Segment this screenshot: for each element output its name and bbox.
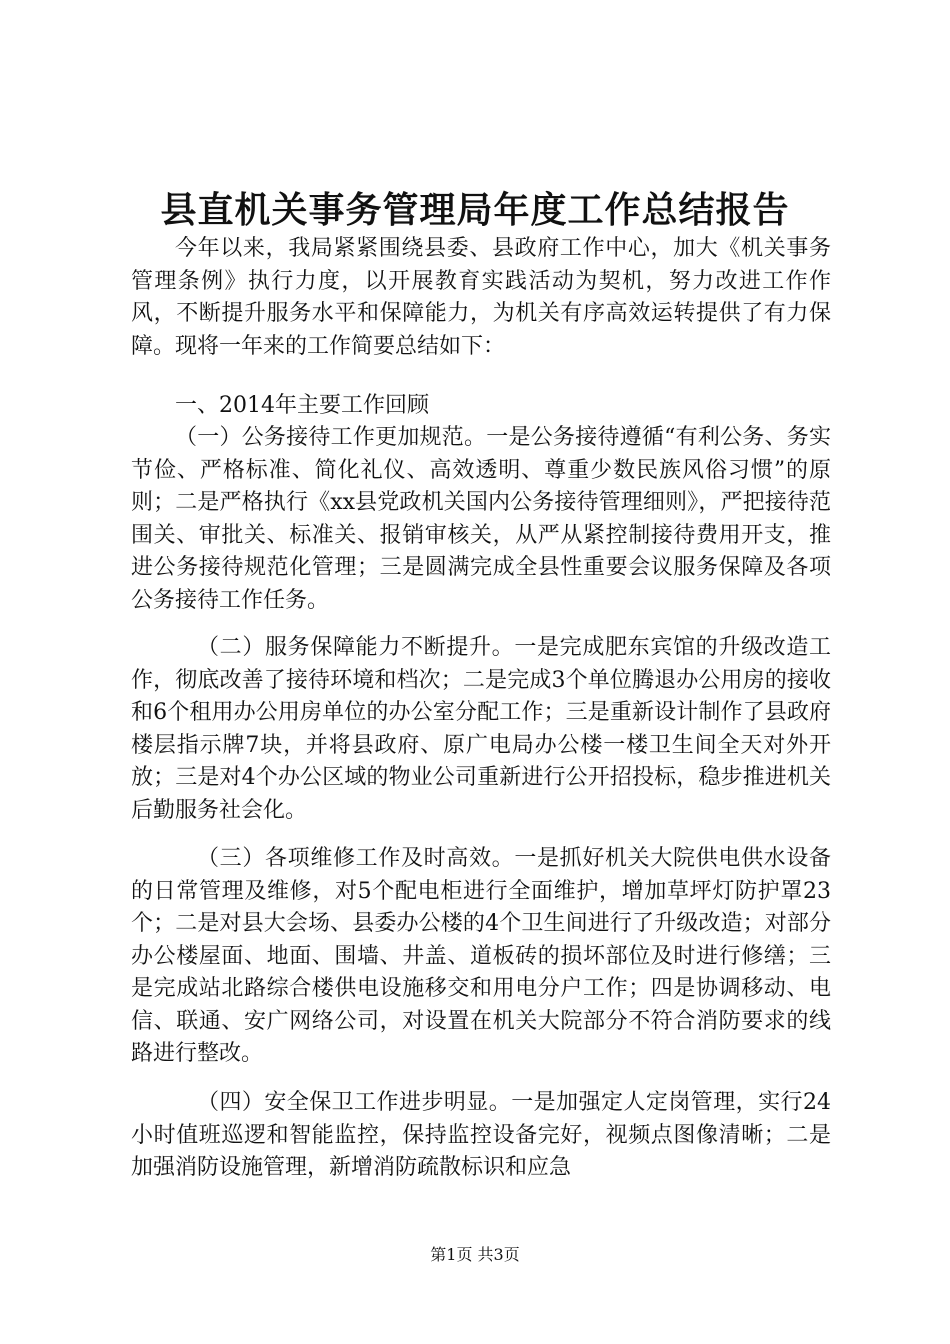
paragraph-maintenance: （三）各项维修工作及时高效。一是抓好机关大院供电供水设备的日常管理及维修，对5个配电柜进行全面维护，增加草坪灯防护罩23个；二是对县大会场、县委办公楼的4个卫生间进行了升级改造；对部分办公楼屋面、地面、围墙、井盖、道板砖的损坏部位及时进行修缮；三是完成站北路综合楼供电设施移交和用电分户工作；四是协调移动、电信、联通、安广网络公司，对设置在机关大院部分不符合消防要求的线路进行整改。: [131, 846, 831, 1066]
paragraph-security: （四）安全保卫工作进步明显。一是加强定人定岗管理，实行24小时值班巡逻和智能监控，保持监控设备完好，视频点图像清晰；二是加强消防设施管理，新增消防疏散标识和应急: [131, 1090, 831, 1180]
intro-paragraph: 今年以来，我局紧紧围绕县委、县政府工作中心，加大《机关事务管理条例》执行力度，以开展教育实践活动为契机，努力改进工作作风，不断提升服务水平和保障能力，为机关有序高效运转提供了有力保障。现将一年来的工作简要总结如下：: [131, 236, 831, 359]
paragraph-service-support: （二）服务保障能力不断提升。一是完成肥东宾馆的升级改造工作，彻底改善了接待环境和档次；二是完成3个单位腾退办公用房的接收和6个租用办公用房单位的办公室分配工作；三是重新设计制作了县政府楼层指示牌7块，并将县政府、原广电局办公楼一楼卫生间全天对外开放；三是对4个办公区域的物业公司重新进行公开招投标，稳步推进机关后勤服务社会化。: [131, 635, 831, 823]
section-heading: 一、2014年主要工作回顾: [175, 393, 429, 418]
document-title: 县直机关事务管理局年度工作总结报告: [160, 189, 790, 231]
page-number: 第1页 共3页: [430, 1245, 520, 1264]
paragraph-reception: （一）公务接待工作更加规范。一是公务接待遵循“有利公务、务实节俭、严格标准、简化礼仪、高效透明、尊重少数民族风俗习惯”的原则；二是严格执行《xx县党政机关国内公务接待管理细则》，严把接待范围关、审批关、标准关、报销审核关，从严从紧控制接待费用开支，推进公务接待规范化管理；三是圆满完成全县性重要会议服务保障及各项公务接待工作任务。: [131, 425, 831, 613]
